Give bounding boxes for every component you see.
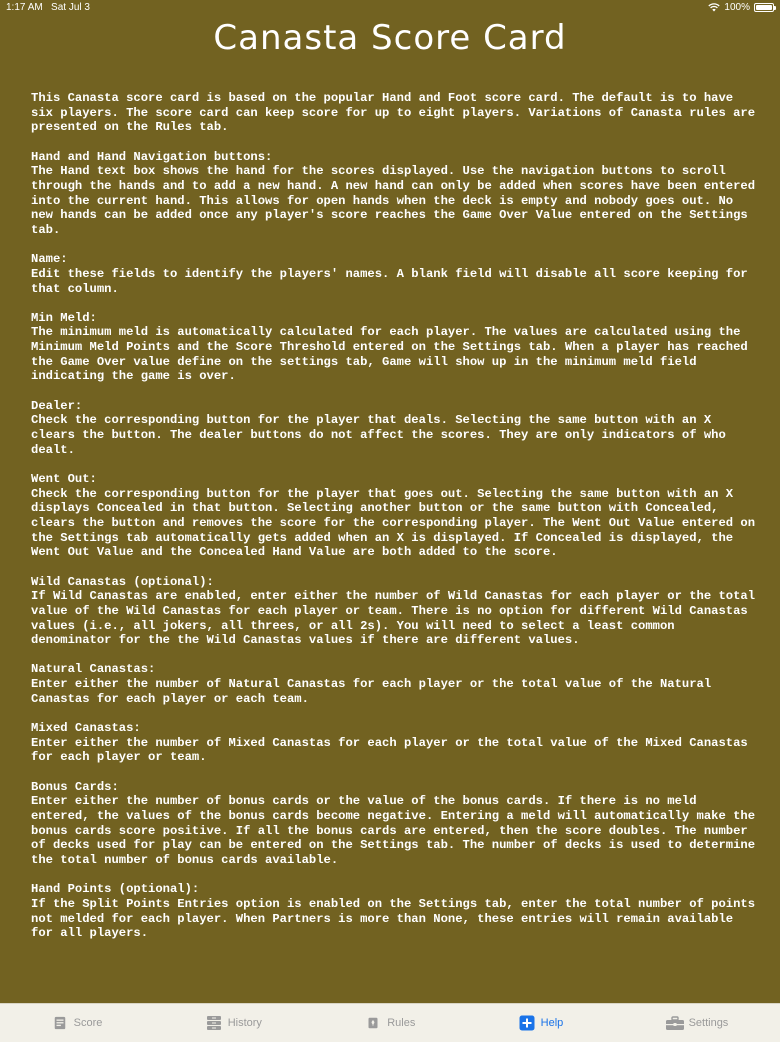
help-section-heading: Hand Points (optional): [31,882,200,897]
help-section-body: Enter either the number of Mixed Canastas for each player or the total value of the Mixed Canastas for each player or team. [31,735,756,765]
tab-score[interactable] [52,1015,103,1031]
status-time-date [6,2,90,13]
status-time: 1:17 AM [6,2,43,13]
help-section [31,252,756,296]
help-section-body: If the Split Points Entries option is enabled on the Settings tab, enter the total number of points not melded for each player. When Partners is more than None, these entries will remain available for all players. [31,896,763,941]
help-section-body: If Wild Canastas are enabled, enter either the number of Wild Canastas for each player or the total value of the Wild Canastas for each player or team. There is no option for different Wild Canastas values (i.e., all jokers, all threes, or all 2s). You will need to select a least common denominator for the the Wild Canastas values if there are different values. [31,589,763,648]
help-section-heading: Natural Canastas: [31,662,156,677]
history-icon [206,1015,222,1031]
help-section [31,662,756,706]
status-right [708,2,774,13]
toolbox-icon [667,1015,683,1031]
tab-history[interactable] [206,1015,262,1031]
battery-icon [754,3,774,12]
scorecard-icon [52,1015,68,1031]
help-section [31,882,763,941]
page-title: Canasta Score Card [213,18,567,58]
rules-icon [365,1015,381,1031]
tab-settings[interactable] [667,1015,729,1031]
tab-label: Rules [387,1017,416,1029]
help-section-heading: Went Out: [31,471,97,486]
help-text-scroll[interactable] [31,91,763,964]
tab-rules[interactable] [365,1015,415,1031]
tab-label: Help [540,1017,564,1029]
help-section-heading: Mixed Canastas: [31,721,141,736]
help-section-body: Enter either the number of Natural Canastas for each player or the total value of the Natural Canastas for each player or each team. [31,677,719,706]
tab-help[interactable] [519,1015,564,1031]
help-section-body: Check the corresponding button for the player that deals. Selecting the same button with an X clears the button. The dealer buttons do not affect the scores. They are only indicators of who dealt. [31,413,734,457]
status-date: Sat Jul 3 [51,2,90,13]
wifi-icon [708,3,720,12]
help-section [31,149,763,238]
battery-percent: 100% [724,2,750,13]
help-section-body: Check the corresponding button for the player that goes out. Selecting the same button with an X displays Concealed in that button. Selecting another button or the same button with Concealed, clears the button and removes the score for the corresponding player. The Went Out Value entered on the Settings tab automatically gets added when an X is displayed. If Concealed is displayed, the Went Out Value and the Concealed Hand Value are both added to the score. [31,486,763,560]
help-section-body: This Canasta score card is based on the popular Hand and Foot score card. The default is to have six players. The score card can keep score for up to eight players. Variations of Canasta rules are presented on the Rules tab. [31,91,763,135]
tab-label: History [227,1017,262,1029]
help-section-heading: Wild Canastas (optional): [31,574,214,589]
help-section-body: The minimum meld is automatically calculated for each player. The values are calculated using the Minimum Meld Points and the Score Threshold entered on the Settings tab. When a player has reached the Game Over value define on the settings tab, Game will show up in the minimum meld field indicating the game is over. [31,325,756,384]
help-section-body: The Hand text box shows the hand for the scores displayed. Use the navigation buttons to scroll through the hands and to add a new hand. A new hand can only be added when scores have been entered into the current hand. This allows for open hands when the deck is empty and nobody goes out. No new hands can be added once any player's score reaches the Game Over Value entered on the Settings tab. [31,164,763,237]
help-section [31,399,756,458]
help-section-body: Edit these fields to identify the players' names. A blank field will disable all score keeping for that column. [31,266,756,296]
help-section-heading: Min Meld: [31,310,97,325]
help-section-heading: Bonus Cards: [31,779,119,794]
help-section [31,91,763,135]
help-section [31,311,756,384]
help-section-heading: Dealer: [31,398,83,413]
plus-icon [519,1015,535,1031]
help-section-heading: Name: [31,252,68,267]
help-section [31,721,756,765]
status-bar [0,0,780,16]
help-section-body: Enter either the number of bonus cards or the value of the bonus cards. If there is no meld entered, the values of the bonus cards become negative. Entering a meld will automatically make the bonus cards score positive. If all the bonus cards are entered, then the score doubles. The number of decks used for play can be entered on the Settings tab. The number of decks is used to determine the total number of bonus cards available. [31,794,763,867]
tab-label: Score [73,1017,103,1029]
help-section [31,471,763,560]
tab-label: Settings [688,1017,729,1029]
help-section [31,574,763,648]
tab-bar [0,1003,780,1042]
help-section [31,779,763,868]
help-section-heading: Hand and Hand Navigation buttons: [31,149,273,164]
